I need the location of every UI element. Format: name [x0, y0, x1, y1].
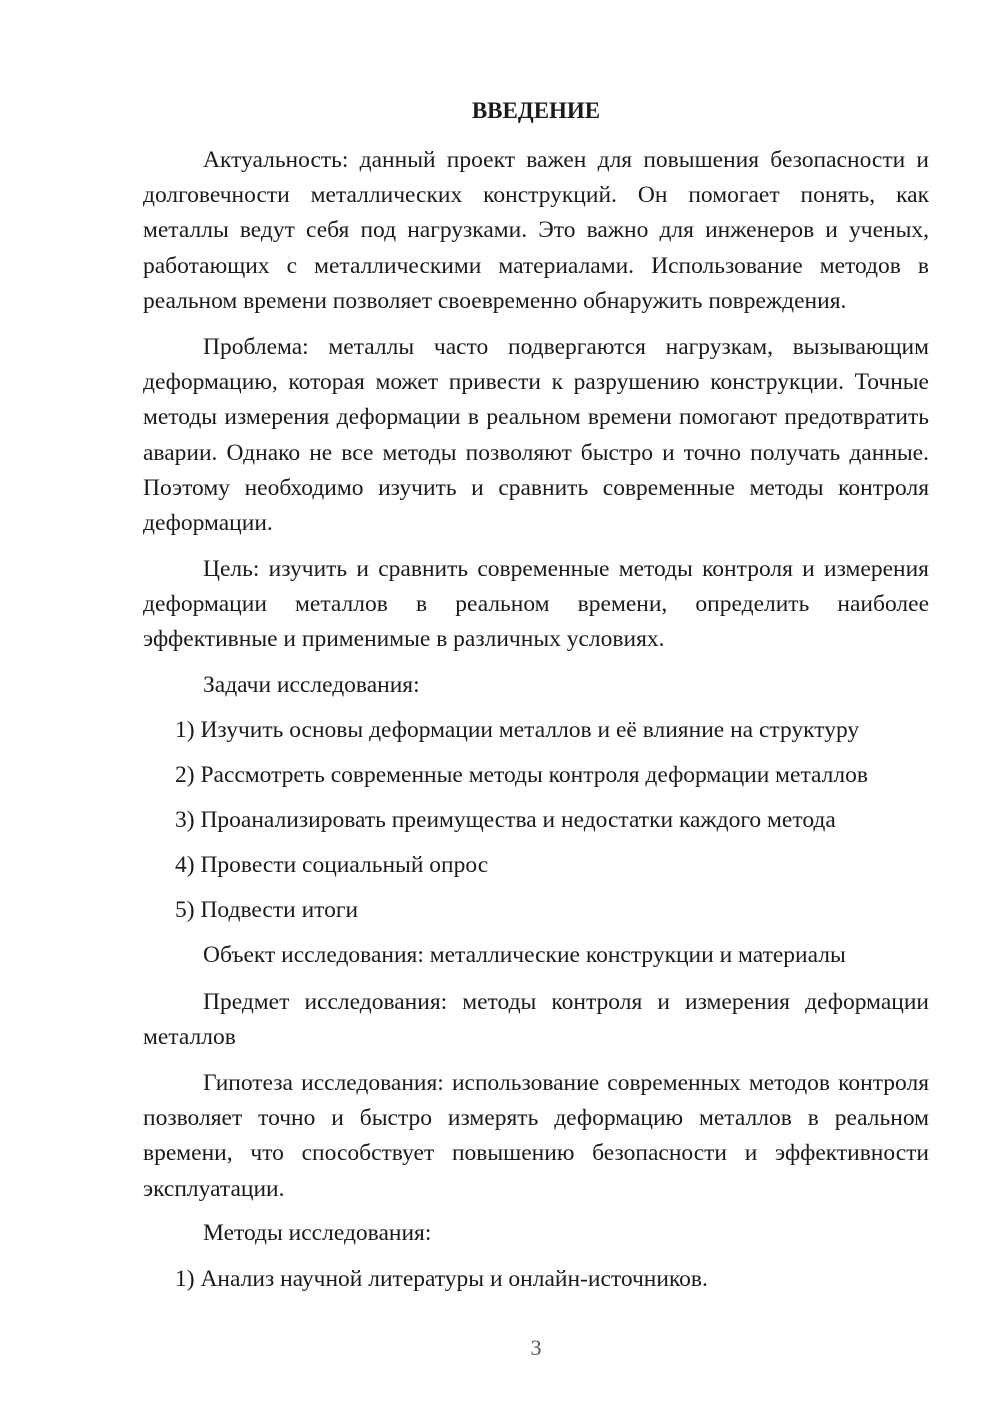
- object-paragraph: Объект исследования: металлические конструкции и материалы: [203, 942, 846, 968]
- task-item-5: 5) Подвести итоги: [175, 897, 359, 923]
- methods-title: Методы исследования:: [203, 1220, 432, 1246]
- task-item-4: 4) Провести социальный опрос: [175, 852, 489, 878]
- tasks-title: Задачи исследования:: [203, 672, 420, 698]
- method-item-1: 1) Анализ научной литературы и онлайн-источников.: [175, 1266, 708, 1292]
- relevance-paragraph: Актуальность: данный проект важен для повышения безопасности и долговечности металлических конструкций. Он помогает понять, как металлы ведут себя под нагрузками. Это важно для инженеров и ученых, работающих с металлическими материалами. Использование методов в реальном времени позволяет своевременно обнаружить повреждения.: [143, 147, 929, 314]
- subject-paragraph: Предмет исследования: методы контроля и измерения деформации металлов: [143, 989, 929, 1051]
- page-number: 3: [530, 1335, 542, 1360]
- task-item-2: 2) Рассмотреть современные методы контроля деформации металлов: [175, 762, 868, 788]
- problem-paragraph: Проблема: металлы часто подвергаются нагрузкам, вызывающим деформацию, которая может привести к разрушению конструкции. Точные методы измерения деформации в реальном времени помогают предотвратить аварии. Однако не все методы позволяют быстро и точно получать данные. Поэтому необходимо изучить и сравнить современные методы контроля деформации.: [143, 334, 929, 537]
- page-heading: ВВЕДЕНИЕ: [471, 98, 601, 123]
- goal-paragraph: Цель: изучить и сравнить современные методы контроля и измерения деформации металлов в реальном времени, определить наиболее эффективные и применимые в различных условиях.: [143, 556, 929, 653]
- task-item-1: 1) Изучить основы деформации металлов и её влияние на структуру: [175, 717, 860, 743]
- task-item-3: 3) Проанализировать преимущества и недостатки каждого метода: [175, 807, 836, 833]
- hypothesis-paragraph: Гипотеза исследования: использование современных методов контроля позволяет точно и быстро измерять деформацию металлов в реальном времени, что способствует повышению безопасности и эффективности эксплуатации.: [143, 1070, 929, 1202]
